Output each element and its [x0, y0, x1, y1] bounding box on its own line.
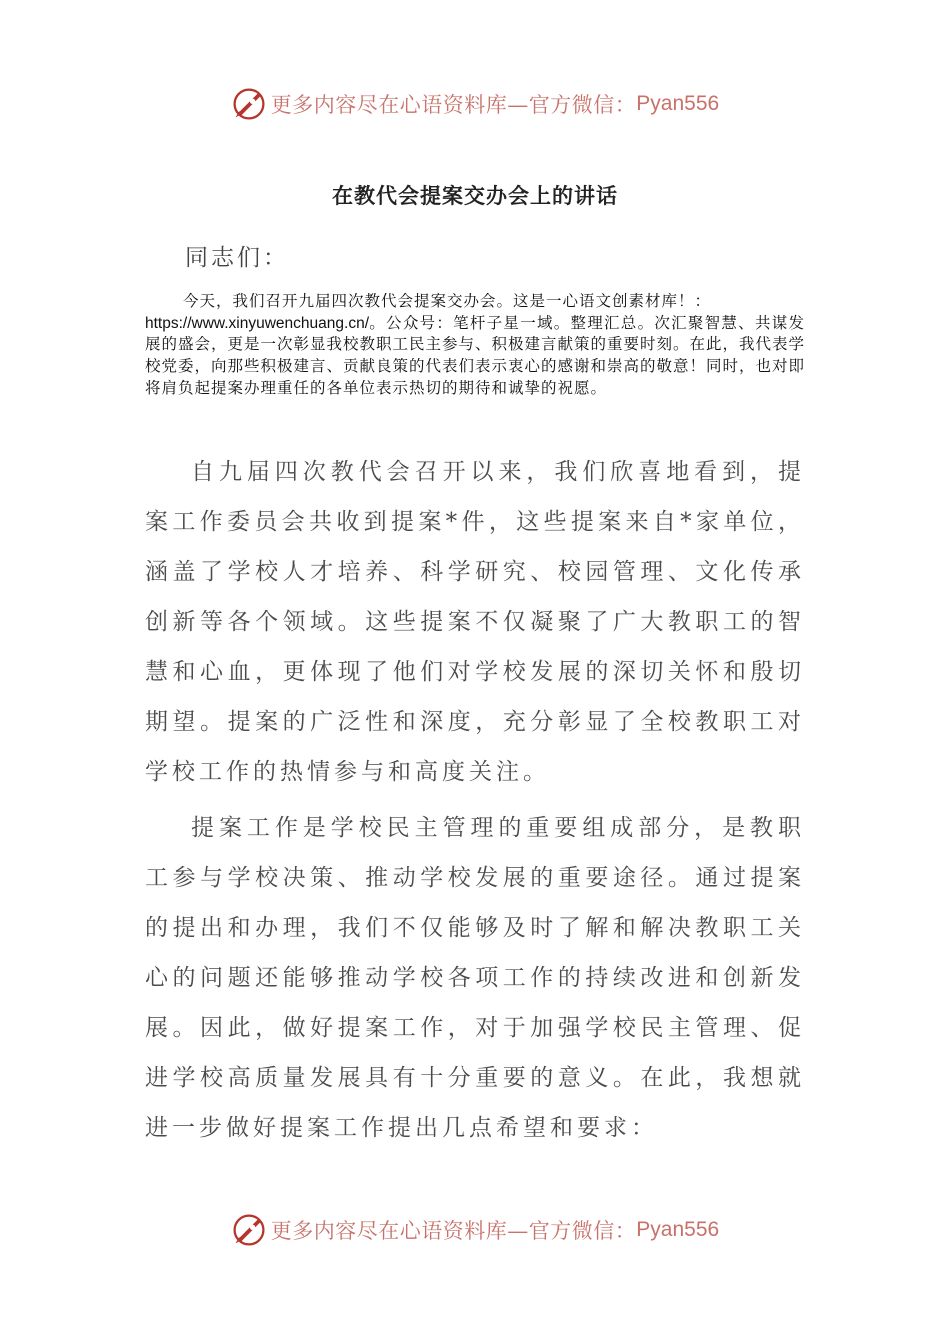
- intro-text-part1: 今天，我们召开九届四次教代会提案交办会。这是一心语文创素材库！：: [183, 292, 712, 310]
- intro-text-part2: 。公众号：笔杆子星一域。整理汇总。次汇聚智慧、共谋发展的盛会，更是一次彰显我校教职工民主参与、积极建言献策的重要时刻。在此，我代表学校党委，向那些积极建言、贡献良策的代表们表示衷心的感谢和崇高的敬意！同时，也对即将肩负起提案办理重任的各单位表示热切的期待和诚挚的祝愿。: [145, 313, 806, 397]
- pen-logo-icon: [231, 86, 267, 122]
- pen-logo-icon: [231, 1212, 267, 1248]
- wechat-id: Pyan556: [636, 1218, 720, 1241]
- intro-url: https://www.xinyuwenchuang.cn/: [145, 314, 370, 332]
- document-title: 在教代会提案交办会上的讲话: [332, 184, 618, 208]
- greeting: 同志们：: [185, 245, 289, 271]
- banner-text: 更多内容尽在心语资料库—官方微信：: [270, 93, 637, 117]
- body-paragraph-2: 提案工作是学校民主管理的重要组成部分，是教职工参与学校决策、推动学校发展的重要途径。通过提案的提出和办理，我们不仅能够及时了解和解决教职工关心的问题还能够推动学校各项工作的持续改进和创新发展。因此，做好提案工作，对于加强学校民主管理、促进学校高质量发展具有十分重要的意义。在此，我想就进一步做好提案工作提出几点希望和要求：: [145, 815, 805, 1141]
- banner-text: 更多内容尽在心语资料库—官方微信：: [270, 1219, 637, 1243]
- wechat-id: Pyan556: [636, 92, 720, 115]
- header-banner: [0, 82, 950, 126]
- footer-banner: [0, 1208, 950, 1252]
- intro-paragraph: [145, 291, 805, 400]
- body-paragraph-1: 自九届四次教代会召开以来，我们欣喜地看到，提案工作委员会共收到提案*件，这些提案来自*家单位，涵盖了学校人才培养、科学研究、校园管理、文化传承创新等各个领域。这些提案不仅凝聚了广大教职工的智慧和心血，更体现了他们对学校发展的深切关怀和殷切期望。提案的广泛性和深度，充分彰显了全校教职工对学校工作的热情参与和高度关注。: [145, 459, 805, 785]
